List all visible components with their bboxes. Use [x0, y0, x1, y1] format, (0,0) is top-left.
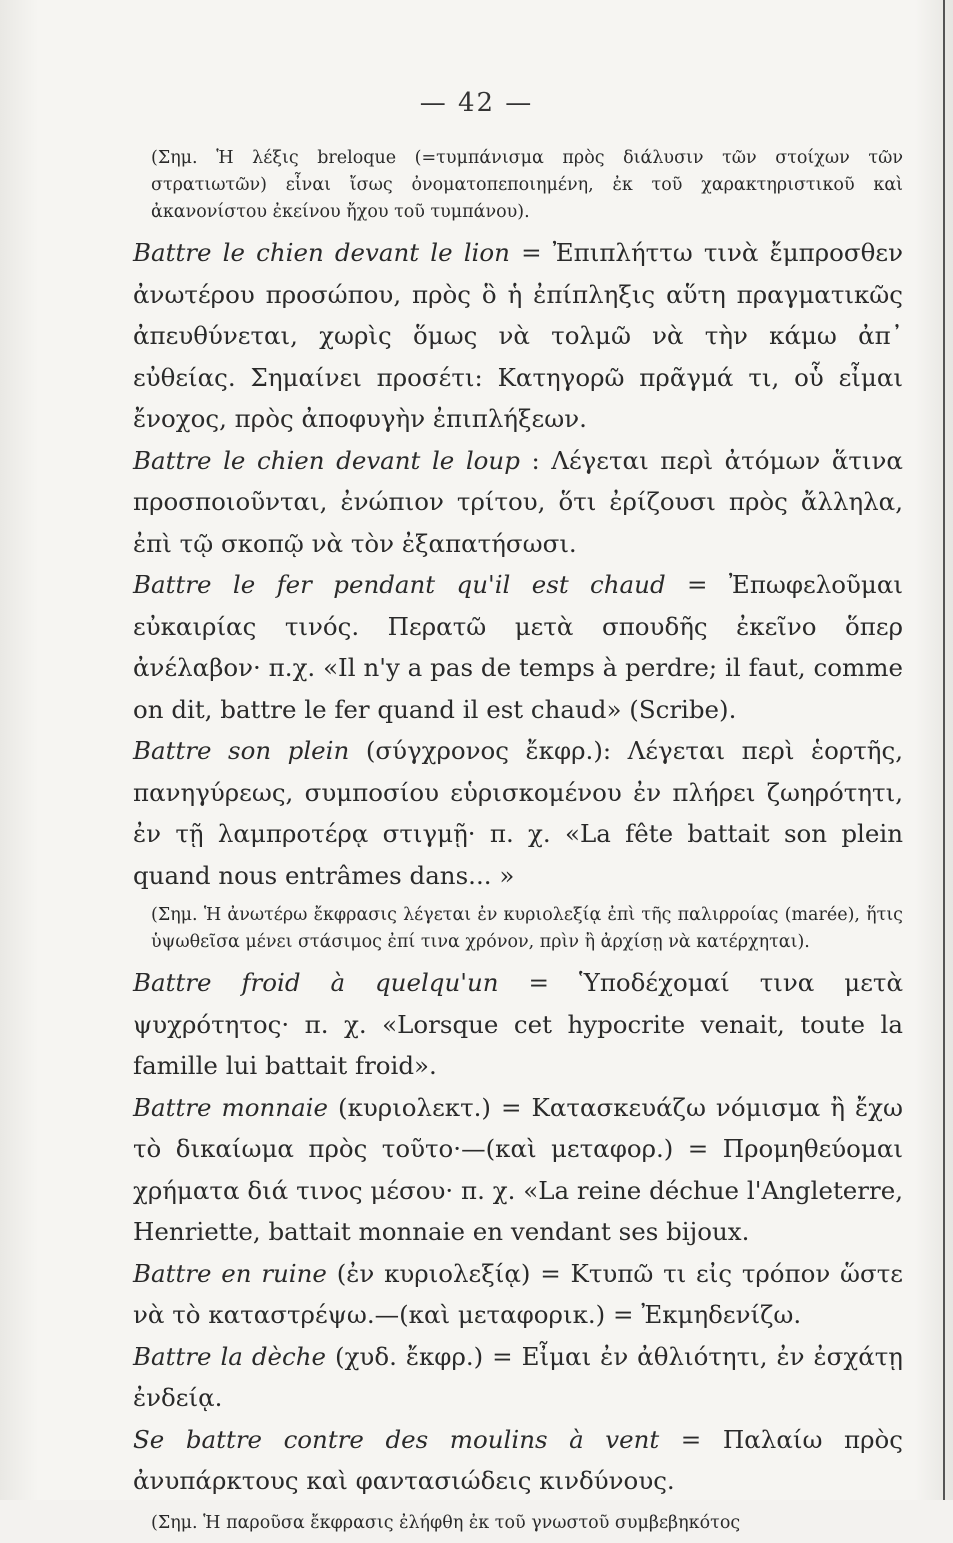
entry-definition: (ἐν κυριολεξίᾳ) = Κτυπῶ τι εἰς τρόπον ὥστε νὰ τὸ καταστρέψω.—(καὶ μεταφορικ.) = Ἐκμηδενίζω.	[133, 1258, 903, 1329]
entry-phrase: Se battre contre des moulins à vent	[133, 1424, 660, 1454]
entry-definition: (κυριολεκτ.) = Κατασκευάζω νόμισμα ἢ ἔχω τὸ δικαίωμα πρὸς τοῦτο·—(καὶ μεταφορ.) = Προμηθεύομαι χρήματα διά τινος μέσου· π. χ. «La reine déchue l'Angleterre, Henriette, battait monnaie en vendant ses bijoux.	[133, 1092, 903, 1246]
entry-definition: = Ὑποδέχομαί τινα μετὰ ψυχρότητος· π. χ. «Lorsque cet hypocrite venait, toute la famille lui battait froid».	[133, 968, 903, 1080]
entry-phrase: Battre froid à quelqu'un	[133, 968, 499, 997]
note-text: (Σημ. Ἡ ἀνωτέρω ἔκφρασις λέγεται ἐν κυριολεξίᾳ ἐπὶ τῆς παλιρροίας (marée), ἥτις ὑψωθεῖσα μένει στάσιμος ἐπί τινα χρόνον, πρὶν ἢ ἀρχίσῃ νὰ κατέρχηται).	[151, 905, 903, 952]
entry-definition: : Λέγεται περὶ ἀτόμων ἅτινα προσποιοῦνται, ἐνώπιον τρίτου, ὅτι ἐρίζουσι πρὸς ἄλληλα, ἐπὶ τῷ σκοπῷ νὰ τὸν ἐξαπατήσωσι.	[133, 445, 903, 558]
entry	[133, 1419, 903, 1502]
entry-phrase: Battre le chien devant le lion	[133, 238, 510, 267]
entry	[133, 1253, 903, 1336]
entry-phrase: Battre son plein	[133, 736, 350, 765]
note-text: (Σημ. Ἡ λέξις breloque (=τυμπάνισμα πρὸς διάλυσιν τῶν στοίχων τῶν στρατιωτῶν) εἶναι ἴσως ὀνοματοπεποιημένη, ἐκ τοῦ χαρακτηριστικοῦ καὶ ἀκανονίστου ἐκείνου ἤχου τοῦ τυμπάνου).	[151, 148, 903, 222]
entry	[133, 564, 903, 730]
entry	[133, 1087, 903, 1253]
entry	[133, 730, 903, 896]
entry-definition: = Παλαίω πρὸς ἀνυπάρκτους καὶ φαντασιώδεις κινδύνους.	[133, 1424, 903, 1495]
entry-definition: = Ἐπιπλήττω τινὰ ἔμπροσθεν ἀνωτέρου προσώπου, πρὸς ὃ ἡ ἐπίπληξις αὕτη πραγματικῶς ἀπευθύνεται, χωρὶς ὅμως νὰ τολμῶ νὰ τὴν κάμω ἀπ᾽ εὐθείας. Σημαίνει προσέτι: Κατηγορῶ πρᾶγμά τι, οὗ εἶμαι ἔνοχος, πρὸς ἀποφυγὴν ἐπιπλήξεων.	[133, 238, 903, 433]
page-number: — 42 —	[419, 88, 534, 118]
entry-phrase: Battre le fer pendant qu'il est chaud	[133, 570, 666, 599]
entry-phrase: Battre le chien devant le loup	[133, 445, 520, 475]
entry-definition: = Ἐπωφελοῦμαι εὐκαιρίας τινός. Περατῶ μετὰ σπουδῆς ἐκεῖνο ὅπερ ἀνέλαβον· π.χ. «Il n'y a pas de temps à perdre; il faut, comme on dit, battre le fer quand il est chaud» (Scribe).	[133, 570, 903, 724]
entry	[133, 1336, 903, 1419]
note-text: (Σημ. Ἡ παροῦσα ἔκφρασις ἐλήφθη ἐκ τοῦ γνωστοῦ συμβεβηκότος	[151, 1512, 741, 1533]
page-edge	[943, 0, 945, 1500]
entry-phrase: Battre en ruine	[133, 1258, 327, 1288]
note-block	[151, 902, 903, 956]
entry	[133, 440, 903, 565]
entry-definition: (χυδ. ἔκφρ.) = Εἶμαι ἐν ἀθλιότητι, ἐν ἐσχάτῃ ἐνδείᾳ.	[133, 1341, 903, 1412]
page-content	[133, 145, 903, 1543]
entry-definition: (σύγχρονος ἔκφρ.): Λέγεται περὶ ἑορτῆς, πανηγύρεως, συμποσίου εὑρισκομένου ἐν πλήρει ζωηρότητι, ἐν τῇ λαμπροτέρᾳ στιγμῇ· π. χ. «La fête battait son plein quand nous entrâmes dans... »	[133, 736, 903, 890]
entry	[133, 962, 903, 1087]
entry-phrase: Battre la dèche	[133, 1341, 327, 1371]
note-block	[151, 1510, 903, 1537]
entry-phrase: Battre monnaie	[133, 1092, 329, 1122]
note-block	[151, 145, 903, 226]
entry	[133, 232, 903, 440]
